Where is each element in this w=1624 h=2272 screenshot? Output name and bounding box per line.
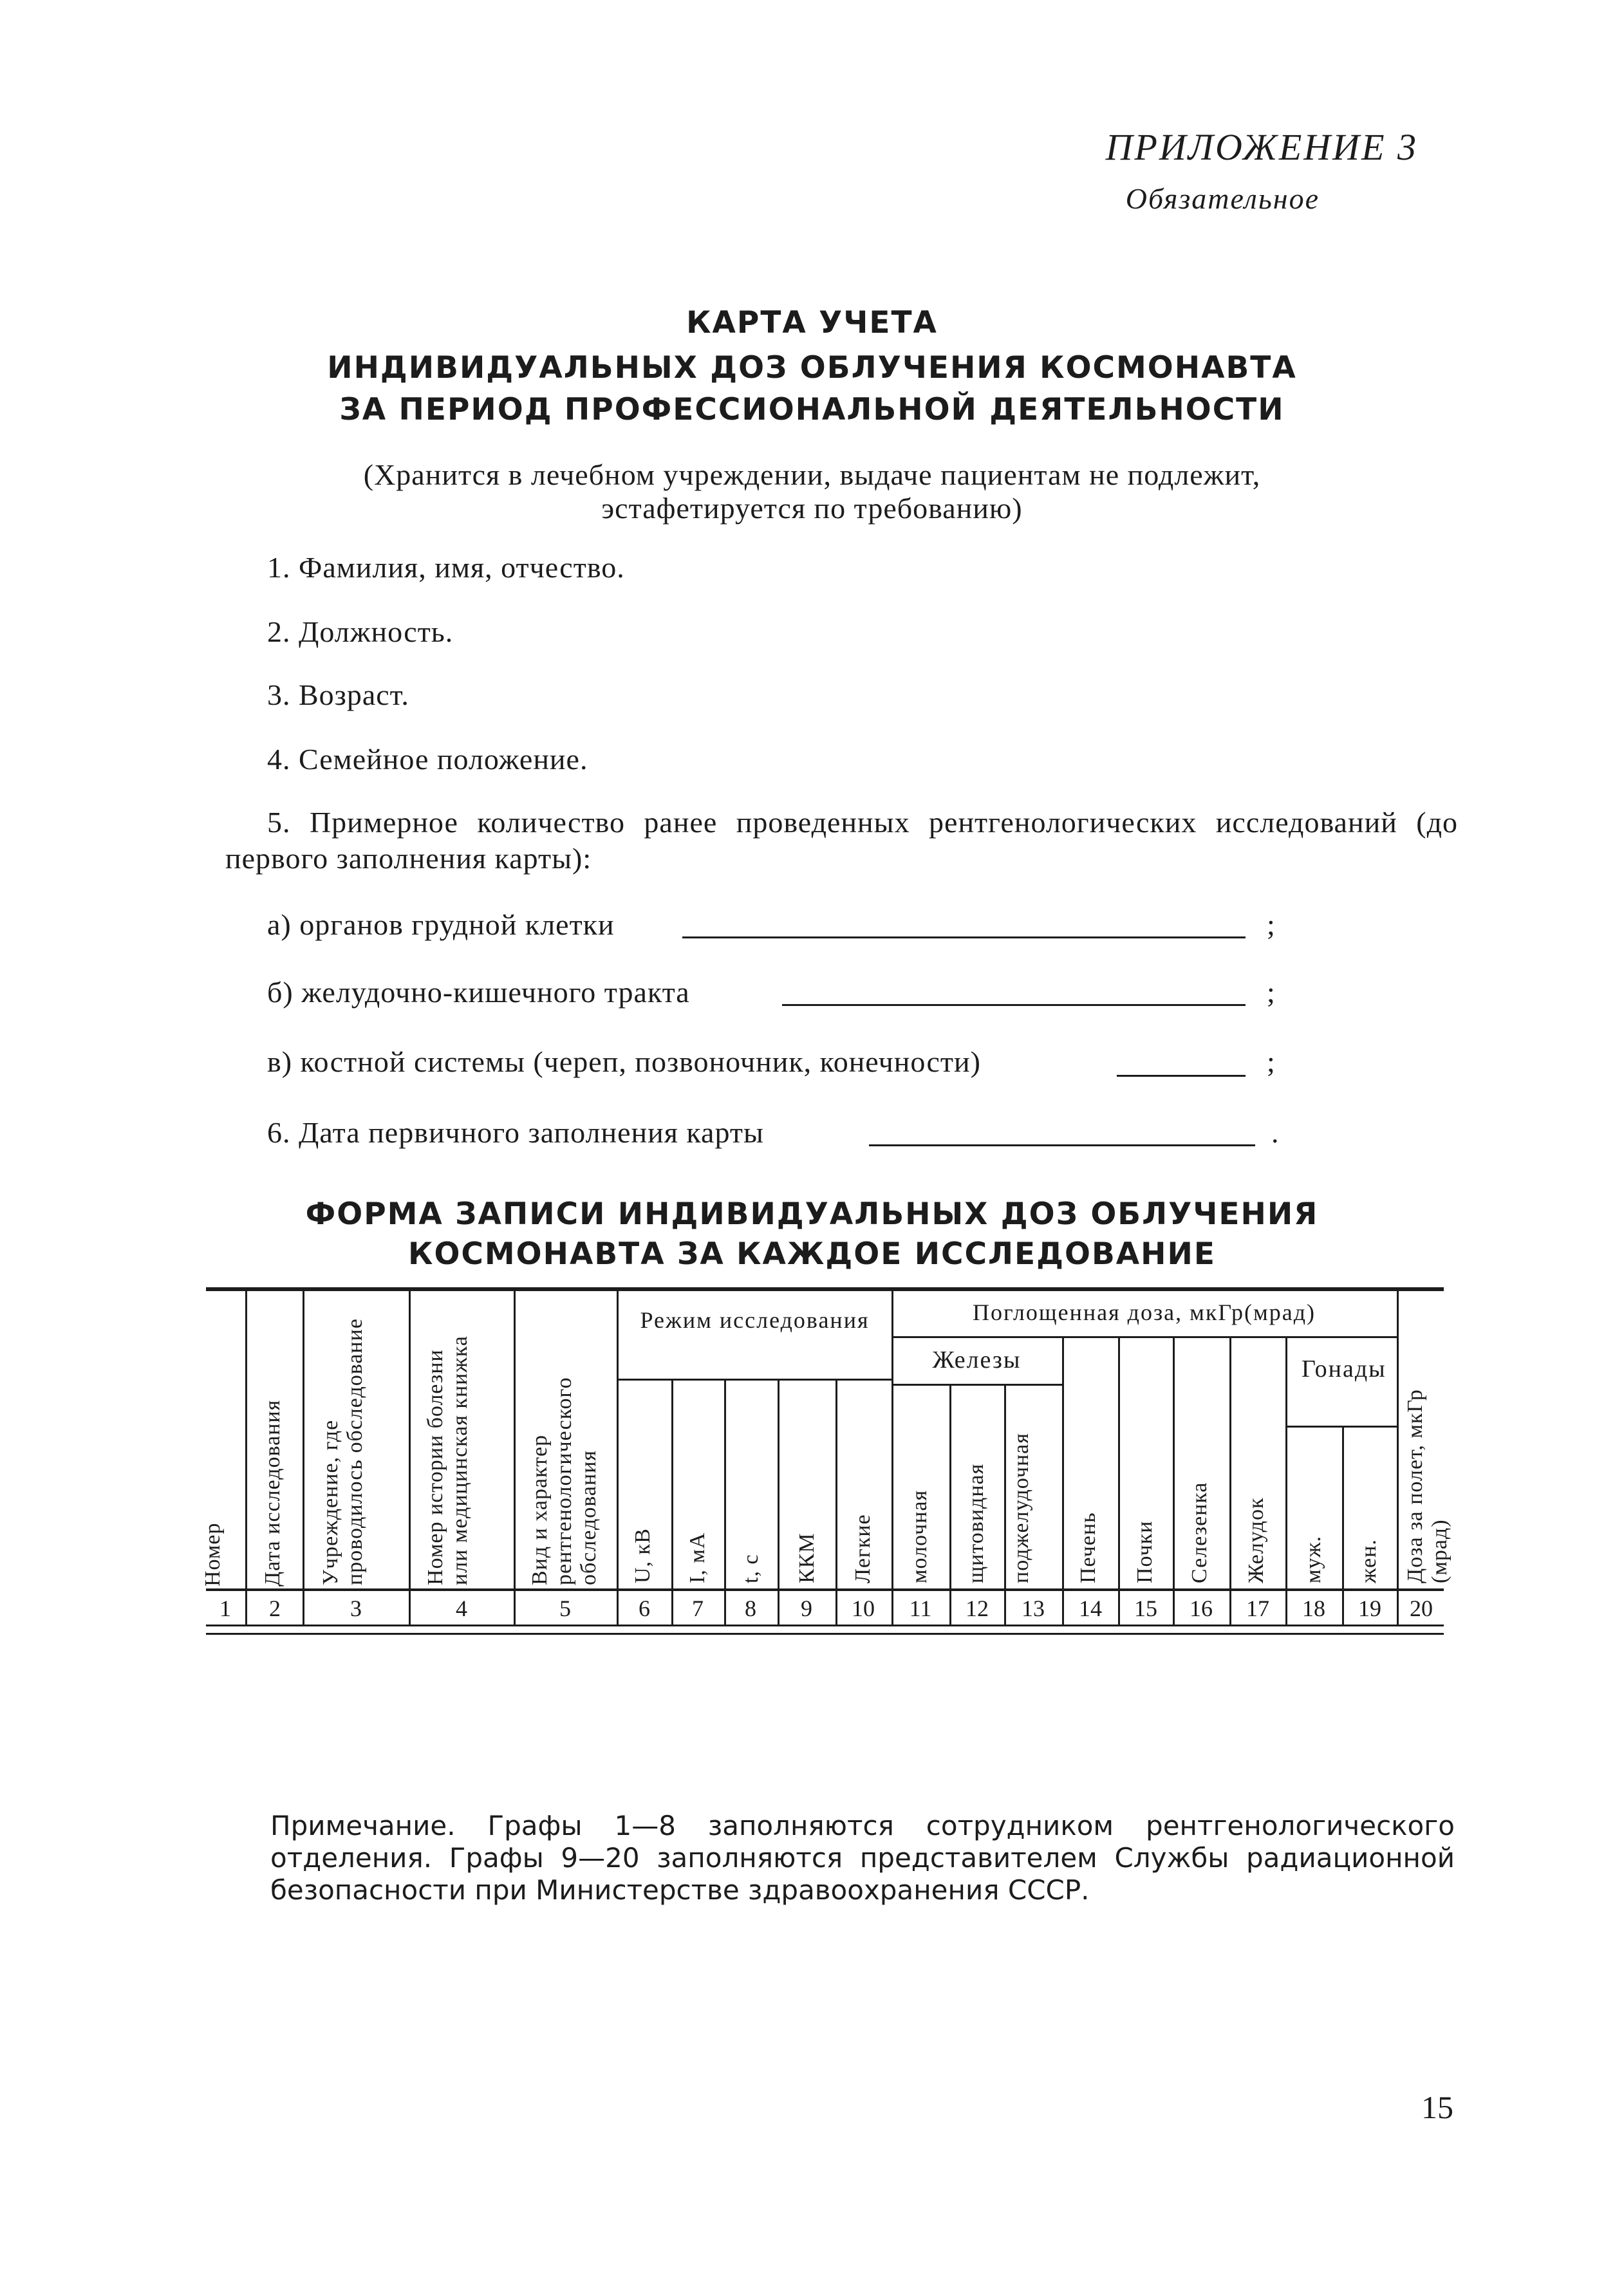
col-divider [617, 1291, 619, 1625]
col-divider [409, 1291, 411, 1625]
col-voltage: U, кВ [631, 1528, 655, 1583]
col-divider [949, 1384, 951, 1625]
col-institution: Учреждение, где проводилось обследование [319, 1318, 367, 1585]
col-number-label: 14 [1079, 1596, 1102, 1621]
date-blank-line[interactable] [869, 1144, 1255, 1146]
storage-note-2: эстафетируется по требованию) [601, 492, 1023, 525]
col-kkm: ККМ [795, 1532, 819, 1583]
field-name: 1. Фамилия, имя, отчество. [267, 551, 625, 584]
col-number-label: 17 [1246, 1596, 1269, 1621]
col-number-label: 13 [1022, 1596, 1045, 1621]
col-number-label: 20 [1410, 1596, 1433, 1621]
col-number: Номер [201, 1522, 225, 1587]
mode-group-rule [617, 1379, 891, 1381]
col-spleen: Селезенка [1188, 1482, 1211, 1583]
card-title: КАРТА УЧЕТА [686, 305, 938, 340]
col-number-label: 15 [1134, 1596, 1157, 1621]
chest-semicolon: ; [1267, 908, 1275, 941]
table-bottom-rule-1 [206, 1625, 1444, 1626]
col-number-label: 1 [219, 1596, 231, 1621]
col-number-label: 16 [1190, 1596, 1213, 1621]
col-divider [514, 1291, 516, 1625]
table-top-rule [206, 1287, 1444, 1291]
col-exam-date: Дата исследования [261, 1399, 285, 1587]
col-divider [1397, 1291, 1399, 1625]
chest-blank-line[interactable] [682, 936, 1246, 938]
col-divider [1004, 1384, 1006, 1625]
col-female: жен. [1357, 1539, 1381, 1583]
col-number-label: 12 [966, 1596, 989, 1621]
col-divider [1118, 1336, 1120, 1625]
field-gi-tract: б) желудочно-кишечного тракта [267, 976, 690, 1009]
glands-group-header: Железы [932, 1346, 1022, 1373]
col-flight-dose: Доза за полет, мкГр (мрад) [1403, 1389, 1451, 1583]
appendix-status: Обязательное [1125, 182, 1320, 215]
mode-group-header: Режим исследования [640, 1307, 870, 1333]
col-number-label: 19 [1358, 1596, 1381, 1621]
col-male: муж. [1302, 1535, 1325, 1583]
col-kidneys: Почки [1133, 1520, 1157, 1583]
col-medical-record: Номер истории болезни или медицинская книжка [424, 1336, 472, 1585]
form-title-2: КОСМОНАВТА ЗА КАЖДОЕ ИССЛЕДОВАНИЕ [408, 1236, 1216, 1272]
storage-note-1: (Хранится в лечебном учреждении, выдаче пациентам не подлежит, [363, 458, 1261, 491]
col-divider [1173, 1336, 1175, 1625]
col-stomach: Желудок [1244, 1497, 1268, 1583]
card-subtitle-2: ЗА ПЕРИОД ПРОФЕССИОНАЛЬНОЙ ДЕЯТЕЛЬНОСТИ [339, 392, 1285, 427]
col-divider [835, 1379, 837, 1625]
appendix-label: ПРИЛОЖЕНИЕ 3 [1105, 126, 1418, 168]
table-bottom-rule-2 [206, 1633, 1444, 1635]
dose-group-header: Поглощенная доза, мкГр(мрад) [972, 1299, 1316, 1325]
col-number-label: 8 [745, 1596, 756, 1621]
col-number-label: 5 [559, 1596, 571, 1621]
skeletal-blank-line[interactable] [1117, 1075, 1246, 1077]
field-prior-exams: 5. Примерное количество ранее проведенных рентгенологических исследований (до первого заполнения карты): [225, 806, 1458, 875]
skeletal-semicolon: ; [1267, 1045, 1275, 1078]
col-divider [1229, 1336, 1231, 1625]
col-divider [1285, 1336, 1287, 1625]
col-number-label: 10 [852, 1596, 875, 1621]
gonads-group-header: Гонады [1302, 1355, 1386, 1383]
col-number-label: 6 [639, 1596, 650, 1621]
gi-semicolon: ; [1267, 976, 1275, 1009]
gonads-group-rule [1285, 1426, 1397, 1428]
col-number-label: 18 [1302, 1596, 1325, 1621]
page-number: 15 [1421, 2089, 1453, 2125]
col-mammary: молочная [908, 1489, 931, 1583]
col-number-label: 9 [801, 1596, 812, 1621]
field-chest: а) органов грудной клетки [267, 908, 615, 941]
field-age: 3. Возраст. [267, 678, 409, 711]
field-skeletal: в) костной системы (череп, позвоночник, конечности) [267, 1045, 981, 1078]
date-period: . [1271, 1116, 1279, 1149]
col-liver: Печень [1076, 1512, 1100, 1583]
col-time: t, с [739, 1554, 763, 1583]
form-title-1: ФОРМА ЗАПИСИ ИНДИВИДУАЛЬНЫХ ДОЗ ОБЛУЧЕНИЯ [305, 1197, 1319, 1232]
col-number-label: 11 [909, 1596, 932, 1621]
col-number-label: 7 [692, 1596, 704, 1621]
col-divider [724, 1379, 726, 1625]
field-marital-status: 4. Семейное положение. [267, 743, 588, 776]
col-divider [245, 1291, 247, 1625]
card-subtitle-1: ИНДИВИДУАЛЬНЫХ ДОЗ ОБЛУЧЕНИЯ КОСМОНАВТА [327, 350, 1297, 386]
col-number-label: 4 [456, 1596, 467, 1621]
col-lungs: Легкие [851, 1514, 875, 1583]
glands-group-rule [891, 1384, 1062, 1386]
col-divider [671, 1379, 673, 1625]
col-pancreas: поджелудочная [1009, 1433, 1033, 1583]
col-divider [891, 1291, 893, 1625]
col-exam-type: Вид и характер рентгенологического обследования [528, 1377, 601, 1585]
table-footnote: Примечание. Графы 1—8 заполняются сотрудником рентгенологического отделения. Графы 9—20 заполняются представителем Службы радиационной безопасности при Министерстве здравоохранения СССР. [270, 1810, 1455, 1906]
col-divider [1062, 1336, 1064, 1625]
gi-blank-line[interactable] [782, 1004, 1246, 1006]
col-thyroid: щитовидная [964, 1463, 988, 1583]
col-divider [303, 1291, 304, 1625]
col-divider [1342, 1426, 1344, 1625]
col-divider [778, 1379, 779, 1625]
col-current: I, мА [686, 1532, 709, 1583]
header-bottom-rule [206, 1588, 1444, 1591]
dose-group-rule [891, 1336, 1397, 1338]
field-first-fill-date: 6. Дата первичного заполнения карты [267, 1116, 764, 1149]
col-number-label: 3 [350, 1596, 362, 1621]
field-position: 2. Должность. [267, 615, 454, 648]
col-number-label: 2 [269, 1596, 281, 1621]
